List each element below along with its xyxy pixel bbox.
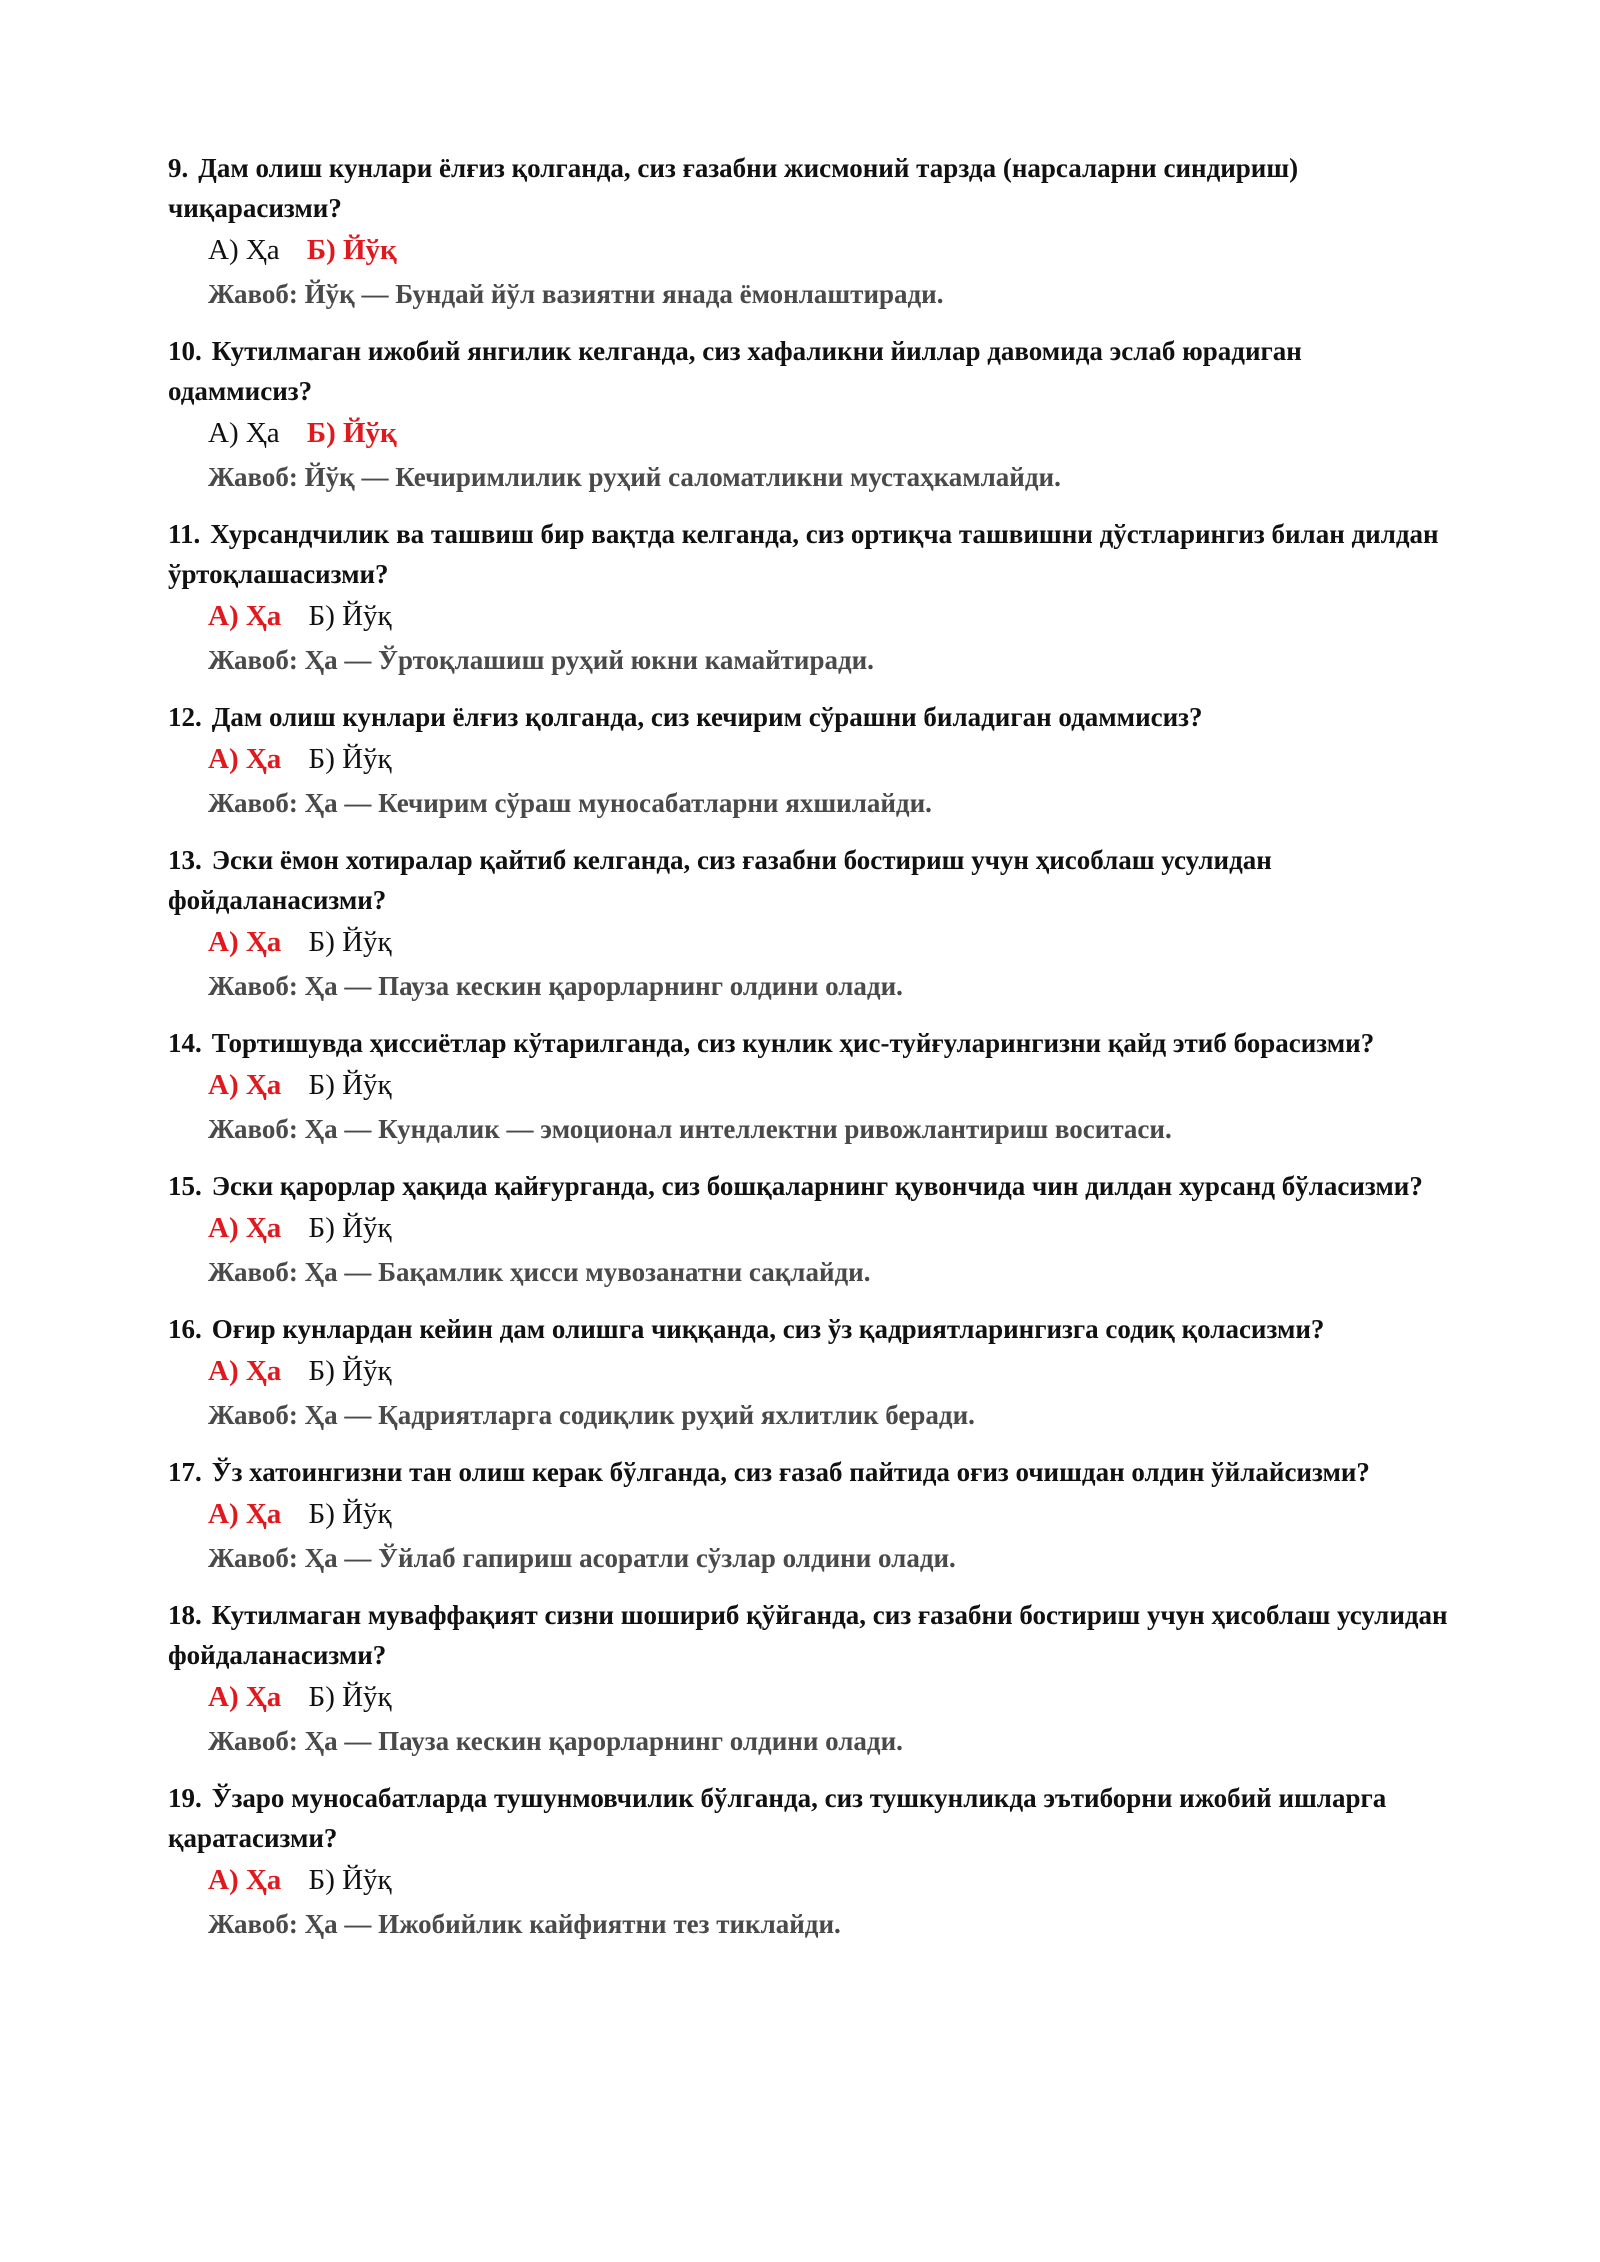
option-b: Б) Йўқ xyxy=(308,1864,392,1896)
options-row xyxy=(208,1208,1448,1248)
question-number: 18. xyxy=(168,1600,202,1630)
question-body: Ўзаро муносабатларда тушунмовчилик бўлганда, сиз тушкунликда эътиборни ижобий ишларга қаратасизми? xyxy=(168,1783,1387,1853)
document-page xyxy=(168,148,1448,1961)
option-a-correct: А) Ҳа xyxy=(208,1681,282,1713)
question-body: Дам олиш кунлари ёлғиз қолганда, сиз ғазабни жисмоний тарзда (нарсаларни синдириш) чиқарасизми? xyxy=(168,153,1299,223)
question-number: 10. xyxy=(168,336,202,366)
answer-text: Жавоб: Ҳа — Ижобийлик кайфиятни тез тиклайди. xyxy=(208,1909,841,1939)
option-b: Б) Йўқ xyxy=(308,1681,392,1713)
question-body: Ўз хатоингизни тан олиш керак бўлганда, сиз ғазаб пайтида оғиз очишдан олдин ўйлайсизми? xyxy=(211,1457,1370,1487)
question-block xyxy=(168,697,1448,823)
option-a-correct: А) Ҳа xyxy=(208,1355,282,1387)
answer-text: Жавоб: Ҳа — Қадриятларга содиқлик руҳий яхлитлик беради. xyxy=(208,1400,975,1430)
question-block xyxy=(168,514,1448,680)
question-block xyxy=(168,1452,1448,1578)
option-a-correct: А) Ҳа xyxy=(208,600,282,632)
option-b: Б) Йўқ xyxy=(308,600,392,632)
option-a-correct: А) Ҳа xyxy=(208,1498,282,1530)
options-row xyxy=(208,1351,1448,1391)
question-number: 12. xyxy=(168,702,202,732)
question-body: Оғир кунлардан кейин дам олишга чиққанда, сиз ўз қадриятларингизга содиқ қоласизми? xyxy=(211,1314,1325,1344)
question-text xyxy=(168,1166,1448,1206)
question-block xyxy=(168,1595,1448,1761)
options-row xyxy=(208,1677,1448,1717)
question-number: 17. xyxy=(168,1457,202,1487)
question-number: 19. xyxy=(168,1783,202,1813)
option-b: Б) Йўқ xyxy=(308,743,392,775)
question-block xyxy=(168,1023,1448,1149)
question-number: 9. xyxy=(168,153,189,183)
answer-text: Жавоб: Ҳа — Ўйлаб гапириш асоратли сўзлар олдини олади. xyxy=(208,1543,956,1573)
options-row xyxy=(208,922,1448,962)
question-number: 14. xyxy=(168,1028,202,1058)
question-body: Тортишувда ҳиссиётлар кўтарилганда, сиз кунлик ҳис-туйғуларингизни қайд этиб борасизми? xyxy=(211,1028,1375,1058)
option-a-correct: А) Ҳа xyxy=(208,743,282,775)
question-block xyxy=(168,1309,1448,1435)
option-b: Б) Йўқ xyxy=(308,1212,392,1244)
option-b: Б) Йўқ xyxy=(308,1355,392,1387)
question-block xyxy=(168,840,1448,1006)
answer-text: Жавоб: Ҳа — Пауза кескин қарорларнинг олдини олади. xyxy=(208,971,903,1001)
option-a-correct: А) Ҳа xyxy=(208,1069,282,1101)
question-text xyxy=(168,514,1448,594)
option-b: Б) Йўқ xyxy=(308,926,392,958)
option-a: А) Ҳа xyxy=(208,417,280,449)
option-a: А) Ҳа xyxy=(208,234,280,266)
question-text xyxy=(168,1778,1448,1858)
question-body: Дам олиш кунлари ёлғиз қолганда, сиз кечирим сўрашни биладиган одаммисиз? xyxy=(211,702,1203,732)
question-number: 11. xyxy=(168,519,201,549)
answer-text: Жавоб: Йўқ — Бундай йўл вазиятни янада ёмонлаштиради. xyxy=(208,279,944,309)
options-row xyxy=(208,739,1448,779)
question-text xyxy=(168,1023,1448,1063)
answer-text: Жавоб: Йўқ — Кечиримлилик руҳий саломатликни мустаҳкамлайди. xyxy=(208,462,1061,492)
option-b-correct: Б) Йўқ xyxy=(306,417,397,449)
question-text xyxy=(168,1595,1448,1675)
question-block xyxy=(168,148,1448,314)
question-body: Хурсандчилик ва ташвиш бир вақтда келганда, сиз ортиқча ташвишни дўстларингиз билан дилдан ўртоқлашасизми? xyxy=(168,519,1439,589)
option-b: Б) Йўқ xyxy=(308,1498,392,1530)
question-text xyxy=(168,840,1448,920)
question-text xyxy=(168,1452,1448,1492)
question-number: 16. xyxy=(168,1314,202,1344)
question-body: Эски ёмон хотиралар қайтиб келганда, сиз ғазабни бостириш учун ҳисоблаш усулидан фойдаланасизми? xyxy=(168,845,1272,915)
options-row xyxy=(208,596,1448,636)
options-row xyxy=(208,1494,1448,1534)
answer-text: Жавоб: Ҳа — Пауза кескин қарорларнинг олдини олади. xyxy=(208,1726,903,1756)
question-number: 13. xyxy=(168,845,202,875)
question-text xyxy=(168,331,1448,411)
option-b: Б) Йўқ xyxy=(308,1069,392,1101)
option-a-correct: А) Ҳа xyxy=(208,1864,282,1896)
question-number: 15. xyxy=(168,1171,202,1201)
question-block xyxy=(168,1778,1448,1944)
options-row xyxy=(208,1065,1448,1105)
question-body: Кутилмаган муваффақият сизни шошириб қўйганда, сиз ғазабни бостириш учун ҳисоблаш усулидан фойдаланасизми? xyxy=(168,1600,1448,1670)
option-b-correct: Б) Йўқ xyxy=(306,234,397,266)
answer-text: Жавоб: Ҳа — Кечирим сўраш муносабатларни яхшилайди. xyxy=(208,788,932,818)
question-text xyxy=(168,148,1448,228)
question-body: Кутилмаган ижобий янгилик келганда, сиз хафаликни йиллар давомида эслаб юрадиган одаммисиз? xyxy=(168,336,1302,406)
option-a-correct: А) Ҳа xyxy=(208,1212,282,1244)
option-a-correct: А) Ҳа xyxy=(208,926,282,958)
question-text xyxy=(168,697,1448,737)
question-block xyxy=(168,331,1448,497)
answer-text: Жавоб: Ҳа — Бақамлик ҳисси мувозанатни сақлайди. xyxy=(208,1257,871,1287)
question-text xyxy=(168,1309,1448,1349)
question-block xyxy=(168,1166,1448,1292)
options-row xyxy=(208,1860,1448,1900)
question-body: Эски қарорлар ҳақида қайғурганда, сиз бошқаларнинг қувончида чин дилдан хурсанд бўласизми? xyxy=(211,1171,1423,1201)
answer-text: Жавоб: Ҳа — Ўртоқлашиш руҳий юкни камайтиради. xyxy=(208,645,874,675)
answer-text: Жавоб: Ҳа — Кундалик — эмоционал интеллектни ривожлантириш воситаси. xyxy=(208,1114,1172,1144)
options-row xyxy=(208,413,1448,453)
options-row xyxy=(208,230,1448,270)
